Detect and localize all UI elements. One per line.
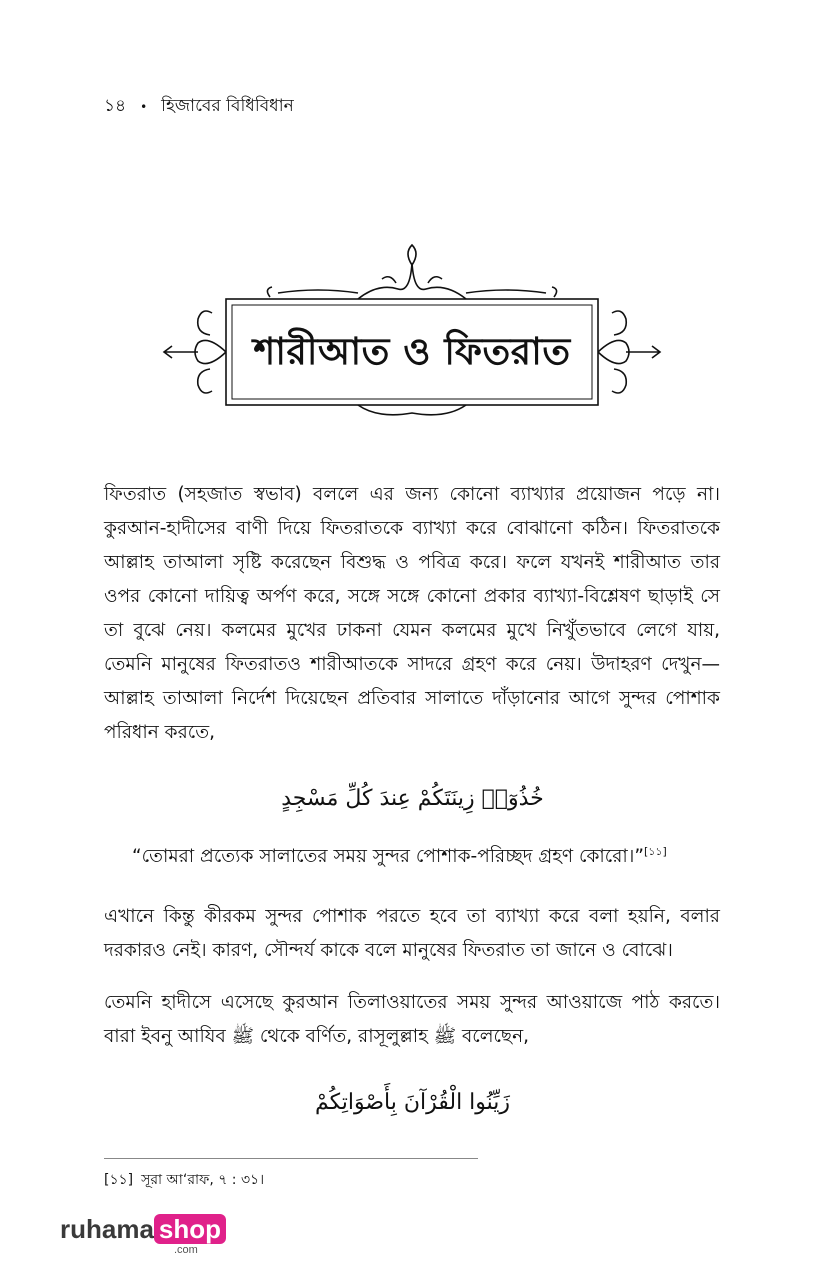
header-bullet: • [140,100,148,114]
running-header [104,93,294,121]
footnote-divider [104,1158,478,1159]
arabic-hadith: زَيِّنُوا الْقُرْآنَ بِأَصْوَاتِكُمْ [314,1090,511,1115]
footnote [104,1168,264,1192]
logo-text-ruhama: ruhama [60,1214,154,1244]
logo-text-shop: shop [154,1214,226,1244]
book-title: হিজাবের বিধিবিধান [161,96,294,116]
quote-text: “তোমরা প্রত্যেক সালাতের সময় সুন্দর পোশাক-পরিচ্ছদ গ্রহণ কোরো।” [132,846,644,867]
quote-footnote-ref: [১১] [643,844,667,858]
logo-text-dotcom: .com [174,1244,198,1256]
paragraph-1: ফিতরাত (সহজাত স্বভাব) বললে এর জন্য কোনো ব্যাখ্যার প্রয়োজন পড়ে না। কুরআন-হাদীসের বাণী দিয়ে ফিতরাতকে ব্যাখ্যা করে বোঝানো কঠিন। ফিতরাতকে আল্লাহ তাআলা সৃষ্টি করেছেন বিশুদ্ধ ও পবিত্র করে। ফলে যখনই শারীআত তার ওপর কোনো দায়িত্ব অর্পণ করে, সঙ্গে সঙ্গে কোনো প্রকার ব্যাখ্যা-বিশ্লেষণ ছাড়াই সে তা বুঝে নেয়। কলমের মুখের ঢাকনা যেমন কলমের মুখে নিখুঁতভাবে লেগে যায়, তেমনি মানুষের ফিতরাতও শারীআতকে সাদরে গ্রহণ করে নেয়। উদাহরণ দেখুন—আল্লাহ তাআলা নির্দেশ দিয়েছেন প্রতিবার সালাতে দাঁড়ানোর আগে সুন্দর পোশাক পরিধান করতে, [104,484,720,743]
ruhamashop-logo [60,1214,226,1256]
footnote-text: সূরা আ‘রাফ, ৭ : ৩১। [141,1172,265,1188]
footnote-number: [১১] [104,1172,134,1188]
arabic-verse-1: خُذُوٓا۟ زِينَتَكُمْ عِندَ كُلِّ مَسْجِدٍ [281,786,544,811]
paragraph-2: এখানে কিন্তু কীরকম সুন্দর পোশাক পরতে হবে তা ব্যাখ্যা করে বলা হয়নি, বলার দরকারও নেই। কারণ, সৌন্দর্য কাকে বলে মানুষের ফিতরাত তা জানে ও বোঝে। [104,906,720,961]
verse-translation [132,842,667,873]
page-number: ১৪ [104,96,127,116]
chapter-title: শারীআত ও ফিতরাত [253,330,571,373]
paragraph-3: তেমনি হাদীসে এসেছে কুরআন তিলাওয়াতের সময় সুন্দর আওয়াজে পাঠ করতে। বারা ইবনু আযিব ﷺ থেকে বর্ণিত, রাসূলুল্লাহ ﷺ বলেছেন, [104,992,720,1047]
